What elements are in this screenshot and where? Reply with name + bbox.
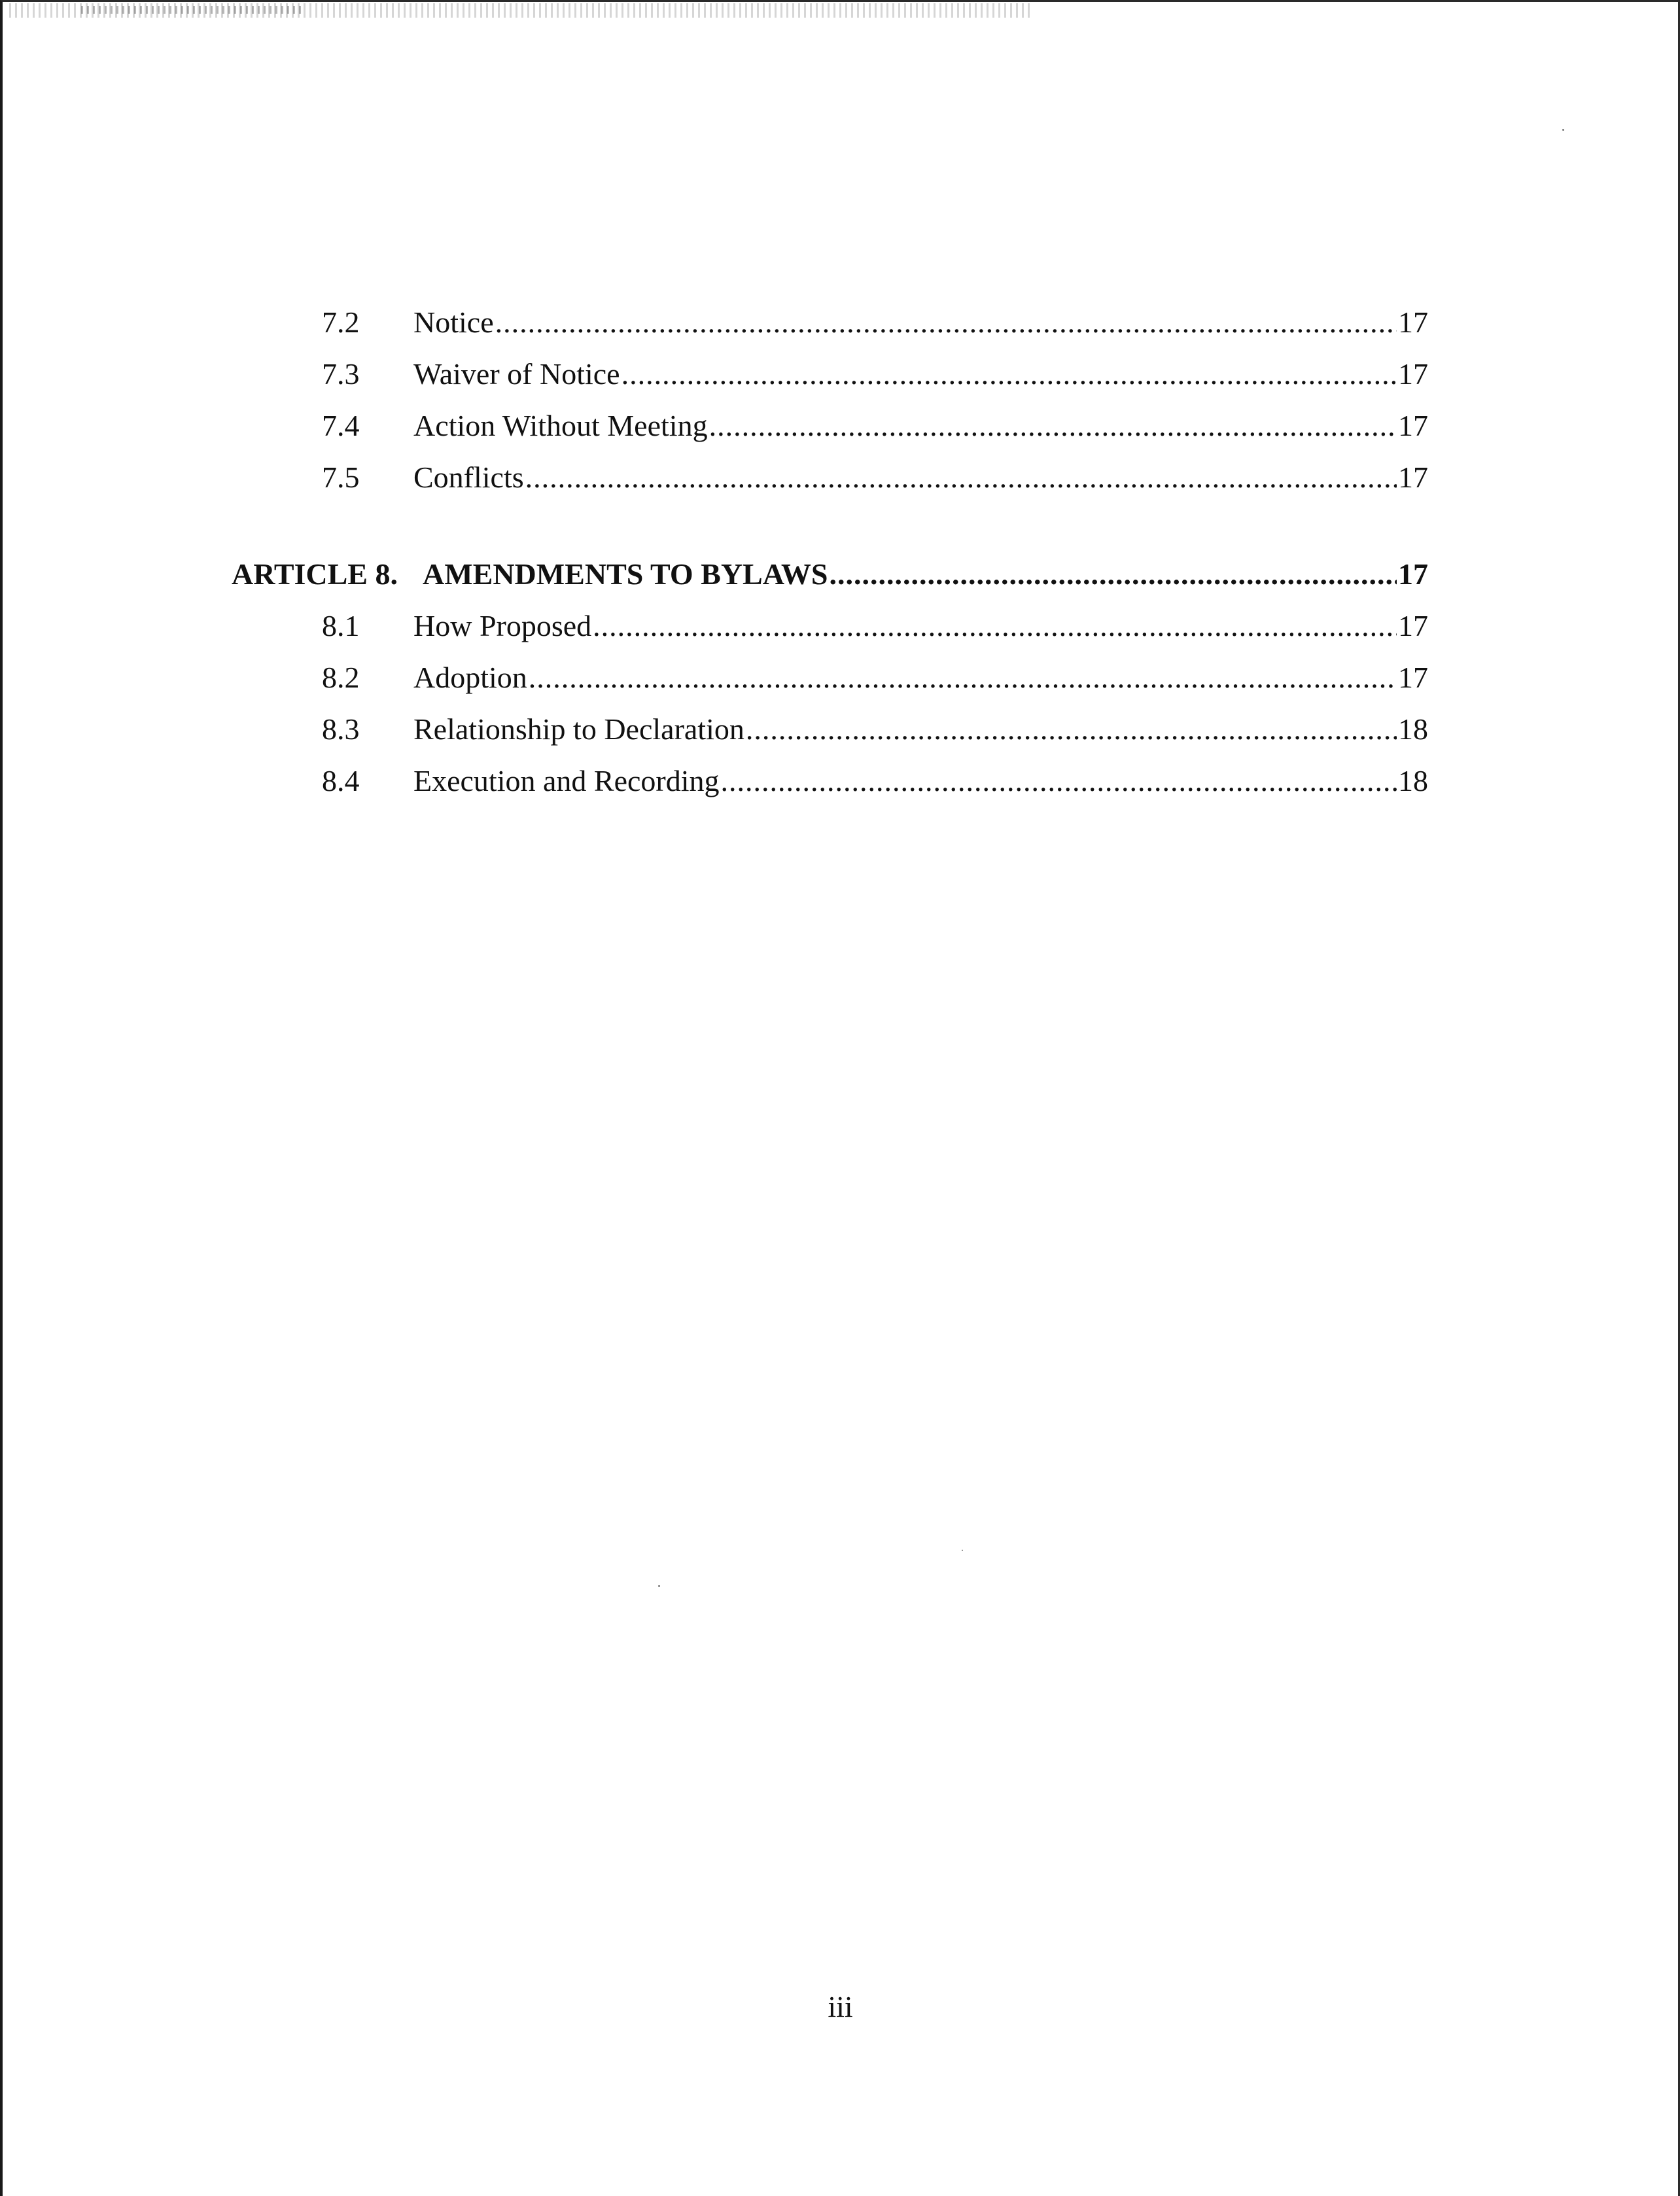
page-number: 17 [1398, 461, 1428, 494]
section-number: 7.3 [322, 357, 360, 391]
section-title: Adoption [413, 661, 527, 694]
page-number: 17 [1398, 409, 1428, 442]
section-title: Conflicts [413, 461, 524, 494]
dot-leader [721, 758, 1397, 804]
section-number: 7.4 [322, 409, 360, 442]
toc-entry-7-4[interactable] [3, 403, 1678, 449]
toc-line [413, 403, 1428, 449]
dot-leader [529, 655, 1397, 701]
footer-page-number: iii [828, 1990, 853, 2023]
section-title: Action Without Meeting [413, 409, 708, 442]
toc-line [413, 758, 1428, 804]
article-number: ARTICLE 8. [232, 557, 398, 591]
toc-line [413, 706, 1428, 752]
page-number: 17 [1398, 609, 1428, 642]
dot-leader [829, 551, 1397, 597]
dot-leader [621, 351, 1397, 397]
section-number: 7.2 [322, 305, 360, 339]
section-title: Relationship to Declaration [413, 712, 744, 746]
toc-entry-8-2[interactable] [3, 655, 1678, 701]
section-title: How Proposed [413, 609, 592, 642]
page-number: 17 [1398, 661, 1428, 694]
page-number: 17 [1398, 357, 1428, 391]
scan-speck [658, 1585, 660, 1587]
scan-speck [962, 1550, 963, 1551]
section-title: Execution and Recording [413, 764, 720, 797]
toc-entry-7-2[interactable] [3, 300, 1678, 345]
table-of-contents [3, 2, 1678, 2196]
toc-entry-8-1[interactable] [3, 603, 1678, 649]
page-number: 18 [1398, 712, 1428, 746]
toc-entry-7-5[interactable] [3, 455, 1678, 500]
dot-leader [593, 603, 1397, 649]
toc-line [413, 351, 1428, 397]
page-number: 17 [1398, 305, 1428, 339]
toc-line [413, 655, 1428, 701]
dot-leader [746, 706, 1397, 752]
section-title: Waiver of Notice [413, 357, 620, 391]
section-title: Notice [413, 305, 494, 339]
toc-line [413, 300, 1428, 345]
section-number: 8.2 [322, 661, 360, 694]
dot-leader [495, 300, 1397, 345]
toc-line [413, 603, 1428, 649]
toc-entry-8-3[interactable] [3, 706, 1678, 752]
dot-leader [709, 403, 1397, 449]
section-number: 8.3 [322, 712, 360, 746]
section-number: 7.5 [322, 461, 360, 494]
section-number: 8.4 [322, 764, 360, 797]
section-number: 8.1 [322, 609, 360, 642]
toc-line [423, 551, 1428, 597]
toc-line [413, 455, 1428, 500]
page-number: 18 [1398, 764, 1428, 797]
scan-speck [1562, 129, 1564, 131]
toc-entry-8-4[interactable] [3, 758, 1678, 804]
dot-leader [525, 455, 1397, 500]
toc-entry-7-3[interactable] [3, 351, 1678, 397]
page-number: 17 [1398, 557, 1428, 591]
toc-entry-article-8[interactable] [3, 551, 1678, 597]
article-title: AMENDMENTS TO BYLAWS [423, 557, 828, 591]
